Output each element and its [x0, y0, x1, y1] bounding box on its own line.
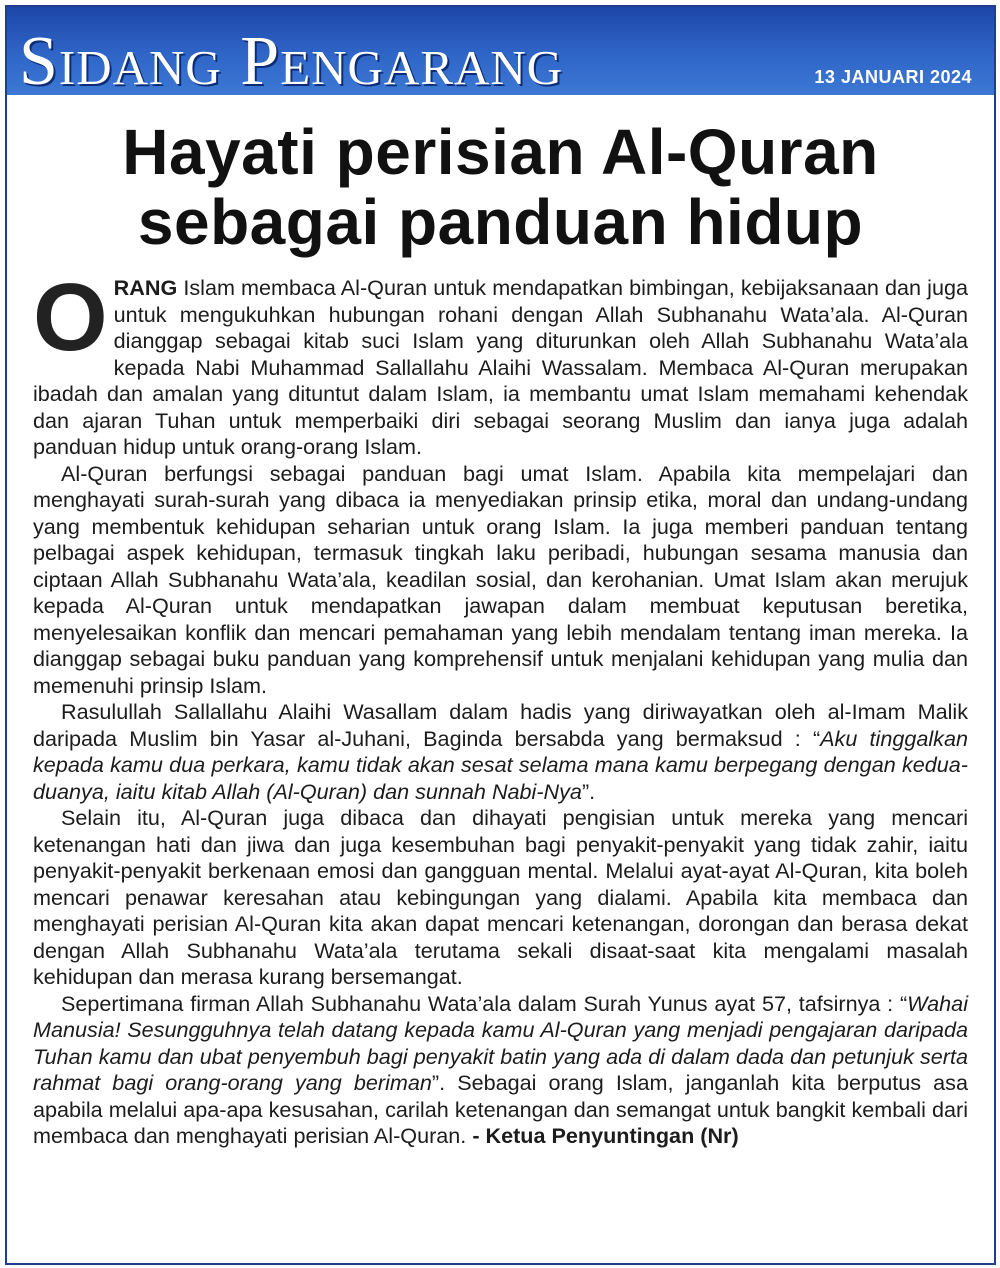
byline: - Ketua Penyuntingan (Nr)	[472, 1123, 739, 1148]
section-title: Sidang Pengarang	[19, 23, 564, 95]
article-body	[33, 264, 968, 1150]
publication-date: 13 JANUARI 2024	[814, 67, 972, 87]
headline-line-1: Hayati perisian Al-Quran	[122, 116, 879, 188]
hadith-quote: Aku tinggalkan kepada kamu dua perkara, kamu tidak akan sesat selama mana kamu berpegang dengan kedua-duanya, iaitu kitab Allah (Al-Quran) dan sunnah Nabi-Nya	[33, 725, 968, 804]
paragraph-3	[33, 699, 968, 805]
paragraph-1	[33, 264, 968, 461]
verse-quote: Wahai Manusia! Sesungguhnya telah datang kepada kamu Al-Quran yang menjadi pengajaran daripada Tuhan kamu dan ubat penyembuh bagi penyakit batin yang ada di dalam dada dan petunjuk serta rahmat bagi orang-orang yang beriman	[33, 990, 968, 1095]
page-frame	[5, 5, 996, 1265]
drop-cap: O	[33, 264, 108, 371]
headline	[7, 117, 994, 257]
paragraph-5-text: Sepertimana firman Allah Subhanahu Wata’ala dalam Surah Yunus ayat 57, tafsirnya : “	[61, 990, 908, 1016]
paragraph-1-text: Islam membaca Al-Quran untuk mendapatkan bimbingan, kebijaksanaan dan juga untuk mengukuhkan hubungan rohani dengan Allah Subhanahu Wata’ala. Al-Quran dianggap sebagai kitab suci Islam yang diturunkan oleh Allah Subhanahu Wata’ala kepada Nabi Muhammad Sallallahu Alaihi Wassalam. Membaca Al-Quran merupakan ibadah dan amalan yang dituntut dalam Islam, ia membantu umat Islam memahami kehendak dan ajaran Tuhan untuk memperbaiki diri sebagai seorang Muslim dan ianya juga adalah panduan hidup untuk orang-orang Islam.	[33, 275, 968, 459]
paragraph-5-mid: ”. Sebagai orang Islam, janganlah kita berputus asa apabila melalui apa-apa kesusahan, carilah ketenangan dan semangat untuk bangkit kembali dari membaca dan menghayati perisian Al-Quran.	[33, 1070, 968, 1148]
paragraph-4: Selain itu, Al-Quran juga dibaca dan dihayati pengisian untuk mereka yang mencari ketenangan hati dan jiwa dan juga kesembuhan bagi penyakit-penyakit yang tidak zahir, iaitu penyakit-penyakit berkenaan emosi dan gangguan mental. Melalui ayat-ayat Al-Quran, kita boleh mencari penawar keresahan atau kebingungan yang dialami. Apabila kita membaca dan menghayati perisian Al-Quran kita akan dapat mencari ketenangan, dorongan dan berasa dekat dengan Allah Subhanahu Wata’ala terutama sekali disaat-saat kita mengalami masalah kehidupan dan merasa kurang bersemangat.	[33, 805, 968, 989]
paragraph-3-end: ”.	[581, 778, 596, 804]
paragraph-3-text: Rasulullah Sallallahu Alaihi Wasallam dalam hadis yang diriwayatkan oleh al-Imam Malik daripada Muslim bin Yasar al-Juhani, Baginda bersabda yang bermaksud : “	[33, 699, 968, 751]
section-banner	[7, 7, 994, 95]
paragraph-2: Al-Quran berfungsi sebagai panduan bagi umat Islam. Apabila kita mempelajari dan menghayati surah-surah yang dibaca ia menyediakan prinsip etika, moral dan undang-undang yang membentuk kehidupan seharian untuk orang Islam. Ia juga memberi panduan tentang pelbagai aspek kehidupan, termasuk tingkah laku peribadi, hubungan sesama manusia dan ciptaan Allah Subhanahu Wata’ala, keadilan sosial, dan kerohanian. Umat Islam akan merujuk kepada Al-Quran untuk mendapatkan jawapan dalam membuat keputusan beretika, menyelesaikan konflik dan mencari pemahaman yang lebih mendalam tentang iman mereka. Ia dianggap sebagai buku panduan yang komprehensif untuk menjalani kehidupan yang mulia dan memenuhi prinsip Islam.	[33, 460, 968, 698]
paragraph-5	[33, 991, 968, 1150]
headline-line-2: sebagai panduan hidup	[137, 186, 864, 258]
lead-word: RANG	[113, 275, 178, 300]
